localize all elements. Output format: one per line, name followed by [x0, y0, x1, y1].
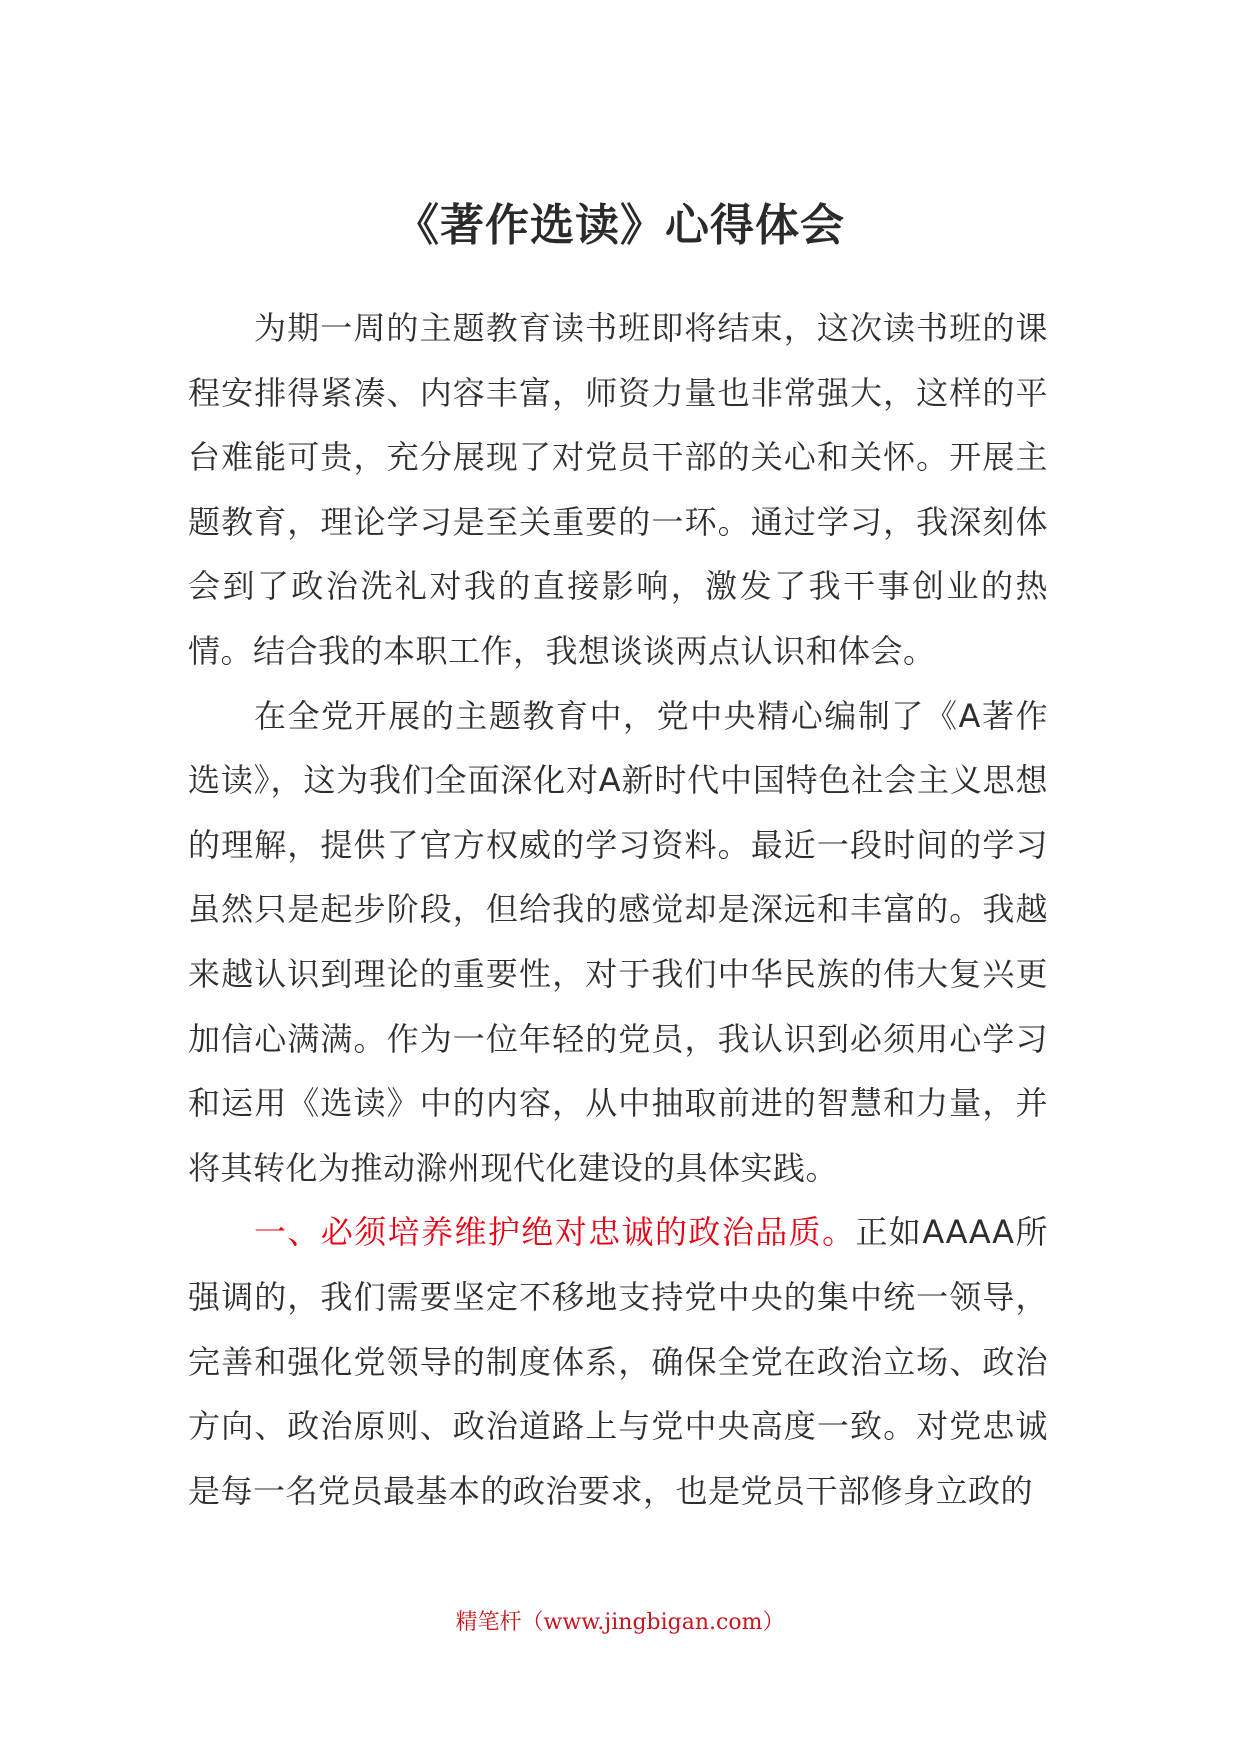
- paragraph-intro: 为期一周的主题教育读书班即将结束，这次读书班的课程安排得紧凑、内容丰富，师资力量也非常强大，这样的平台难能可贵，充分展现了对党员干部的关心和关怀。开展主题教育，理论学习是至关重要的一环。通过学习，我深刻体会到了政治洗礼对我的直接影响，激发了我干事创业的热情。结合我的本职工作，我想谈谈两点认识和体会。: [188, 309, 1048, 670]
- footer-source: 精笔杆（www.jingbigan.com）: [455, 1610, 785, 1635]
- document-body: [188, 296, 1048, 1523]
- section-text-1: 正如AAAA所强调的，我们需要坚定不移地支持党中央的集中统一领导，完善和强化党领导的制度体系，确保全党在政治立场、政治方向、政治原则、政治道路上与党中央高度一致。对党忠诚是每一名党员最基本的政治要求，也是党员干部修身立政的: [188, 1213, 1048, 1510]
- paragraph-section-1: [188, 1200, 1048, 1523]
- paragraph-selected-works: 在全党开展的主题教育中，党中央精心编制了《A著作选读》，这为我们全面深化对A新时代中国特色社会主义思想的理解，提供了官方权威的学习资料。最近一段时间的学习虽然只是起步阶段，但给我的感觉却是深远和丰富的。我越来越认识到理论的重要性，对于我们中华民族的伟大复兴更加信心满满。作为一位年轻的党员，我认识到必须用心学习和运用《选读》中的内容，从中抽取前进的智慧和力量，并将其转化为推动滁州现代化建设的具体实践。: [188, 696, 1048, 1187]
- page-title: 《著作选读》心得体会: [395, 200, 845, 251]
- section-heading-1: 一、必须培养维护绝对忠诚的政治品质。: [254, 1213, 856, 1252]
